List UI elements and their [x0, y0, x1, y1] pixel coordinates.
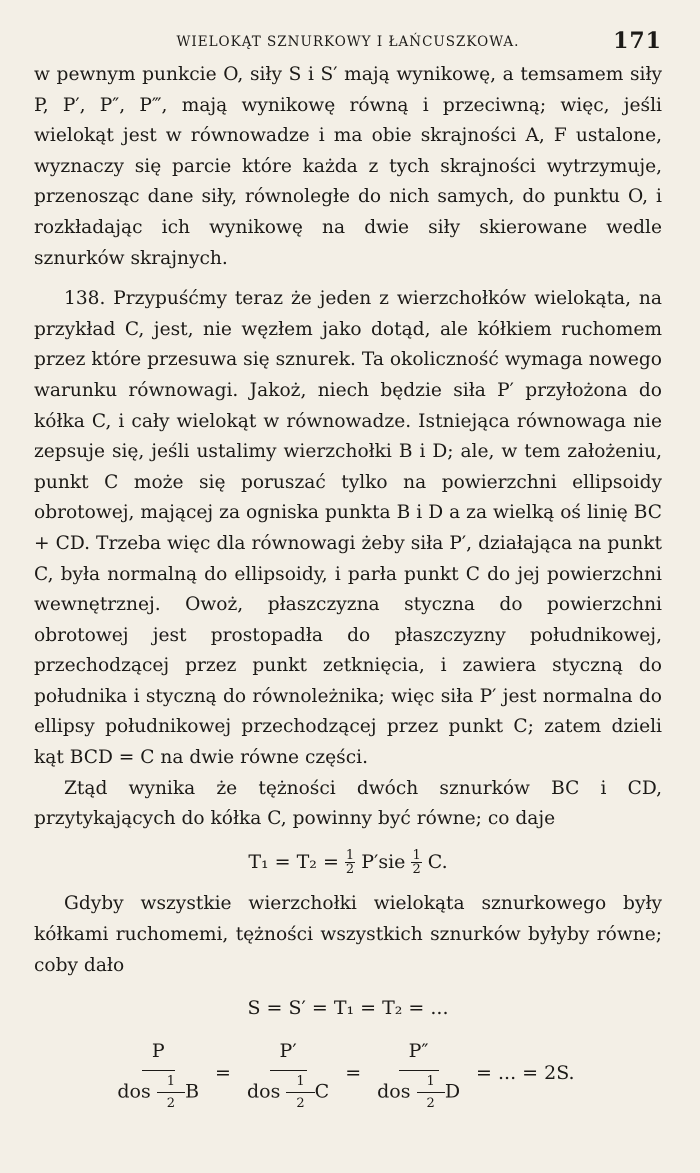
- fraction-half: [411, 849, 421, 876]
- equation-ratios: [34, 1036, 662, 1111]
- fraction-numerator: 1: [345, 848, 355, 864]
- dos-label: dos: [246, 1080, 281, 1103]
- ratio-numerator: P′: [270, 1036, 307, 1072]
- paragraph-continuation: w pewnym punkcie O, siły S i S′ mają wynikowę, a temsamem siły P, P′, P″, P‴, mają wynikowę równą i przeciwną; więc, jeśli wielokąt jest w równowadze i ma obie skrajności A, F ustalone, wyznaczy się parcie które każda z tych skrajności wytrzymuje, przenosząc dane siły, równoległe do nich samych, do punktu O, i rozkładając ich wynikowę na dwie siły skierowane wedle sznurków skrajnych.: [34, 64, 662, 269]
- equation-end: C.: [421, 850, 448, 873]
- equation-equal-tensions: S = S′ = T₁ = T₂ = ...: [247, 997, 449, 1020]
- fraction-denominator: 2: [296, 1096, 305, 1112]
- vertex-label: D: [444, 1080, 461, 1103]
- ratio-denominator: [117, 1071, 199, 1110]
- fraction-denominator: 2: [426, 1096, 435, 1112]
- vertex-label: B: [185, 1080, 200, 1103]
- dos-label: dos: [377, 1080, 411, 1103]
- fraction-denominator: 2: [412, 862, 421, 878]
- fraction-numerator: 1: [417, 1075, 445, 1093]
- fraction-half: [417, 1075, 445, 1110]
- dos-label: dos: [117, 1080, 151, 1103]
- equation-mid: P′sie: [355, 850, 412, 873]
- paragraph-tensions: Ztąd wynika że tężności dwóch sznurków BC i CD, przytykających do kółka C, powinny być równe; co daje: [34, 777, 662, 830]
- equation-tail: = ... = 2S.: [476, 1061, 575, 1084]
- equation-lhs: T₁ = T₂ =: [248, 850, 345, 873]
- vertex-label: C: [314, 1080, 330, 1103]
- fraction-half: [286, 1075, 314, 1110]
- fraction-half: [157, 1075, 185, 1110]
- equation-tension: [34, 847, 662, 878]
- fraction-numerator: 1: [157, 1075, 185, 1093]
- equals-sign: =: [215, 1061, 231, 1084]
- ratio-denominator: [377, 1071, 460, 1110]
- fraction-denominator: 2: [345, 862, 355, 878]
- ratio-denominator: [247, 1071, 329, 1110]
- page-number: 171: [613, 28, 662, 54]
- ratio-fraction-1: [117, 1036, 199, 1111]
- ratio-numerator: P: [142, 1036, 175, 1072]
- ratio-numerator: P″: [399, 1036, 439, 1072]
- paragraph-all-rings: Gdyby wszystkie wierzchołki wielokąta sznurkowego były kółkami ruchomemi, tężności wszystkich sznurków byłyby równe; coby dało: [34, 893, 662, 976]
- fraction-half: [345, 849, 355, 876]
- fraction-denominator: 2: [166, 1096, 176, 1112]
- page-header: [34, 20, 662, 54]
- page-body: [34, 60, 662, 1110]
- equals-sign: =: [345, 1061, 362, 1084]
- paragraph-138: 138. Przypuśćmy teraz że jeden z wierzchołków wielokąta, na przykład C, jest, nie węzłem jako dotąd, ale kółkiem ruchomem przez które przesuwa się sznurek. Ta okoliczność wymaga nowego warunku równowagi. Jakoż, niech będzie siła P′ przyłożona do kółka C, i cały wielokąt w równowadze. Istniejąca równowaga nie zepsuje się, jeśli ustalimy wierzchołki B i D; ale, w tem założeniu, punkt C może się poruszać tylko na powierzchni ellipsoidy obrotowej, mającej za ogniska punkta B i D a za wielką oś linię BC + CD. Trzeba więc dla równowagi żeby siła P′, działająca na punkt C, była normalną do ellipsoidy, i parła punkt C do jej powierzchni wewnętrznej. Owoż, płaszczyzna styczna do powierzchni obrotowej jest prostopadła do płaszczyzny południkowej, przechodzącej przez punkt zetknięcia, i zawiera styczną do południka i styczną do równoleżnika; więc siła P′ jest normalna do ellipsy południkowej przechodzącej przez punkt C; zatem dzieli kąt BCD = C na dwie równe części.: [34, 288, 662, 769]
- fraction-numerator: 1: [412, 848, 421, 864]
- ratio-fraction-3: [377, 1036, 460, 1111]
- ratio-fraction-2: [247, 1036, 329, 1111]
- running-title: WIELOKĄT SZNURKOWY I ŁAŃCUSZKOWA.: [176, 34, 520, 50]
- fraction-numerator: 1: [286, 1075, 314, 1093]
